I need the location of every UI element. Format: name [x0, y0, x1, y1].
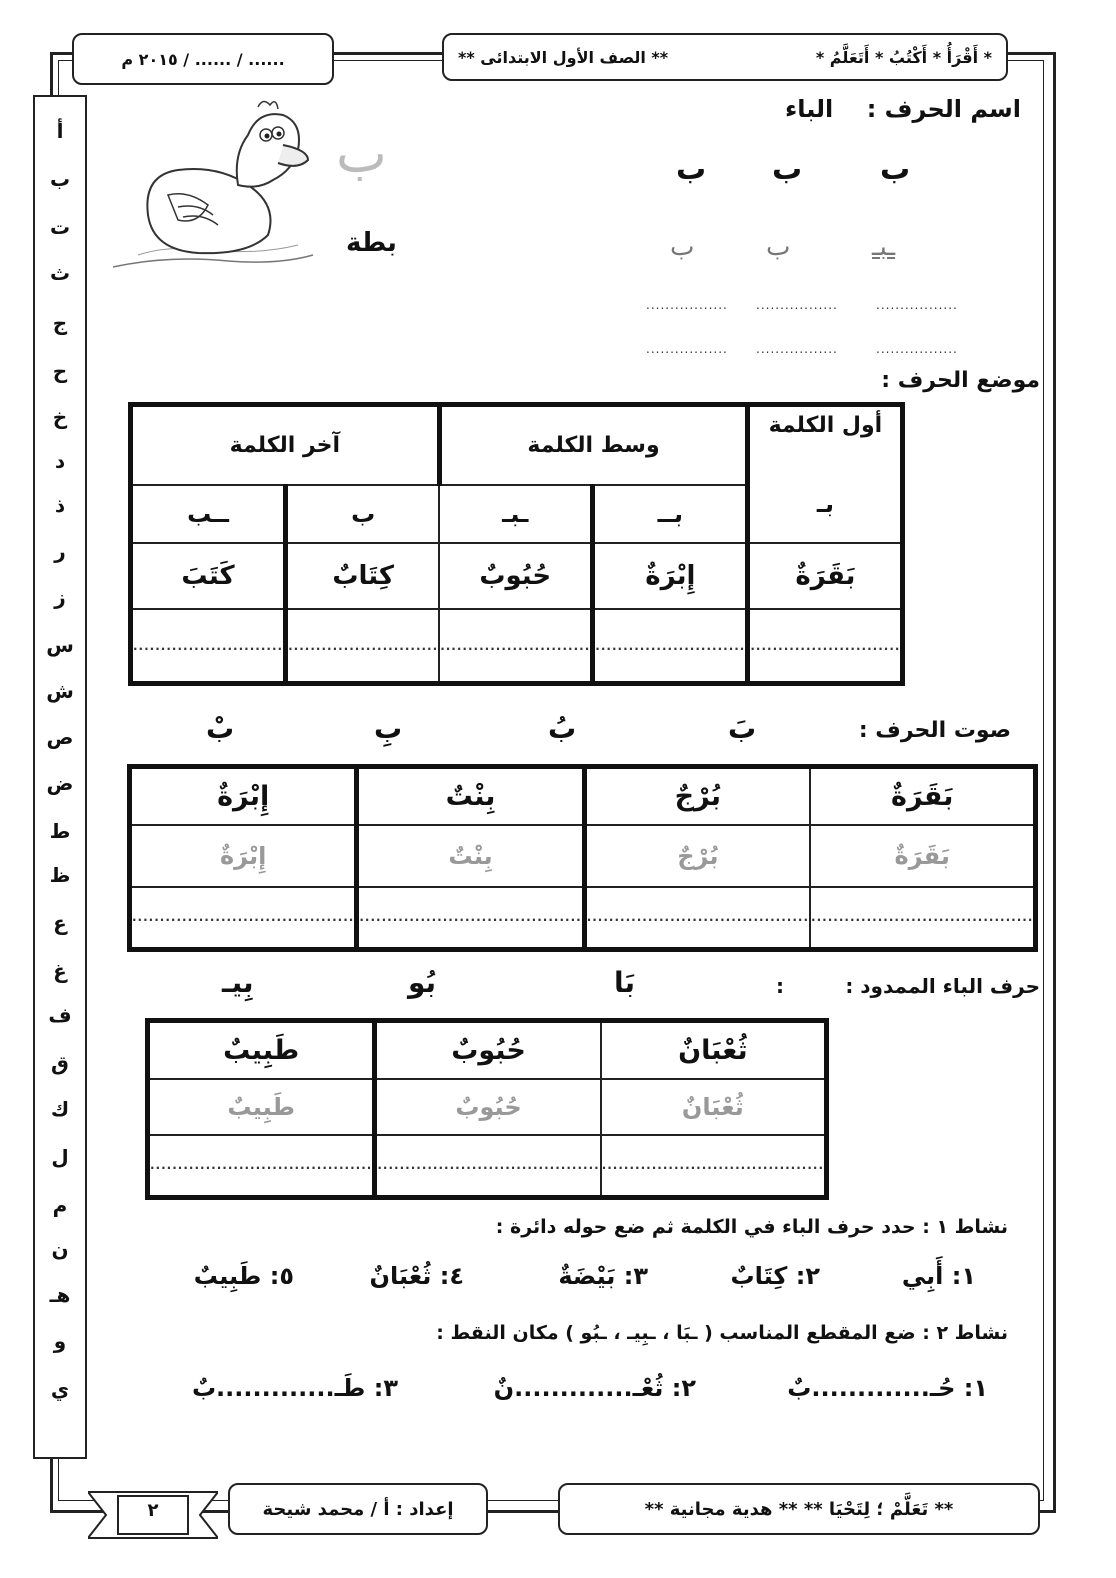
alphabet-letter: ع: [53, 911, 67, 935]
long-trace-1: ثُعْبَانٌ: [601, 1079, 827, 1135]
alphabet-letter: م: [52, 1193, 68, 1217]
page-number: ٢: [147, 1500, 159, 1521]
sound-trace-3: بِنْتٌ: [357, 825, 584, 887]
alphabet-letter: ك: [50, 1097, 70, 1121]
alphabet-letter: ق: [51, 1051, 69, 1075]
alphabet-letter: ش: [46, 679, 74, 703]
writing-line: ...........................: [131, 609, 286, 683]
position-table: [128, 402, 905, 686]
writing-line: .................: [646, 342, 728, 356]
alphabet-letter: ص: [46, 725, 74, 749]
writing-line: .................: [646, 298, 728, 312]
activity1-item: ٢: كِتَابٌ: [730, 1262, 820, 1290]
sound-trace-1: بَقَرَةٌ: [810, 825, 1036, 887]
alphabet-letter: أ: [56, 119, 64, 143]
picture-word: بطة: [346, 228, 397, 258]
writing-line: .................: [756, 298, 838, 312]
sound-word-4: إِبْرَةٌ: [130, 767, 357, 825]
form-middle-joined: ـبـ: [439, 485, 593, 543]
date-box: [72, 33, 334, 85]
alphabet-letter: ذ: [54, 493, 66, 517]
alphabet-letter: ح: [52, 359, 68, 383]
activity2-title: نشاط ٢ : ضع المقطع المناسب ( ـبَا ، ـبِيـ ، ـبُو ) مكان النقط :: [436, 1322, 1008, 1344]
vowel-kasra: بِ: [374, 712, 403, 745]
duck-illustration: [108, 95, 323, 280]
position-title: موضع الحرف :: [881, 368, 1040, 393]
alphabet-letter: ي: [50, 1377, 70, 1401]
alphabet-letter: ظ: [49, 863, 71, 887]
activity1-item: ٥: طَبِيبٌ: [193, 1262, 294, 1290]
alphabet-letter: ن: [51, 1237, 69, 1261]
motto-text: * أَقْرَأُ * أَكْتُبُ * أَتَعَلَّمُ *: [815, 47, 992, 67]
word-middle-1: حُبُوبٌ: [439, 543, 593, 609]
alphabet-letter: ض: [46, 771, 74, 795]
long-word-1: ثُعْبَانٌ: [601, 1021, 827, 1079]
picture-letter: ب: [336, 122, 387, 185]
alphabet-letter: ز: [54, 585, 66, 609]
alphabet-letter: د: [54, 449, 66, 473]
grade-text: ** الصف الأول الابتدائى **: [458, 47, 669, 67]
letter-name-label: اسم الحرف :: [866, 95, 1021, 123]
sound-word-3: بِنْتٌ: [357, 767, 584, 825]
sound-title: صوت الحرف :: [858, 718, 1011, 743]
alphabet-letter: ف: [48, 1003, 72, 1027]
letter-trace: ـبـ: [872, 232, 896, 262]
activity1-item: ٤: ثُعْبَانٌ: [369, 1262, 464, 1290]
long-word-3: طَبِيبٌ: [148, 1021, 375, 1079]
date-text: ...... / ...... / ٢٠١٥ م: [121, 49, 285, 69]
writing-line: ........................................: [375, 1135, 601, 1198]
alphabet-letter: غ: [53, 959, 67, 983]
letter-name-value: الباء: [784, 95, 834, 123]
writing-line: ...........................: [748, 609, 903, 683]
sound-trace-4: إِبْرَةٌ: [130, 825, 357, 887]
alphabet-letter: ر: [54, 539, 66, 563]
vowel-sukun: بْ: [206, 712, 235, 745]
letter-big: ب: [772, 152, 803, 187]
sound-table: [127, 764, 1038, 952]
writing-line: ........................................: [357, 887, 584, 950]
alphabet-letter: ت: [49, 215, 71, 239]
long-form-waw: بُو: [408, 966, 437, 999]
word-end-2: كِتَابٌ: [286, 543, 440, 609]
writing-line: ...........................: [593, 609, 748, 683]
long-table: [145, 1018, 829, 1200]
writing-line: .................: [876, 342, 958, 356]
long-title: حرف الباء الممدود :: [845, 974, 1040, 998]
sound-word-1: بَقَرَةٌ: [810, 767, 1036, 825]
alphabet-letter: ج: [52, 311, 68, 335]
letter-trace: ب: [670, 232, 695, 262]
writing-line: ........................................: [810, 887, 1036, 950]
writing-line: ........................................: [148, 1135, 375, 1198]
slogan-text: ** تَعَلَّمْ ؛ لِتَحْيَا ** ** هدية مجانية **: [644, 1498, 954, 1520]
form-end-joined: ــب: [131, 485, 286, 543]
activity1-item: ١: أَبِي: [901, 1262, 976, 1290]
long-trace-3: طَبِيبٌ: [148, 1079, 375, 1135]
long-form-ya: بِيـ: [222, 966, 254, 999]
header-end: آخر الكلمة: [131, 405, 440, 485]
author-box: [228, 1483, 488, 1535]
long-form-alif: بَا: [614, 966, 636, 999]
letter-trace: ب: [766, 232, 791, 262]
letter-big: ب: [880, 152, 911, 187]
activity1-title: نشاط ١ : حدد حرف الباء في الكلمة ثم ضع حوله دائرة :: [495, 1216, 1008, 1238]
writing-line: .................: [756, 342, 838, 356]
alphabet-letter: و: [53, 1329, 67, 1353]
vowel-damma: بُ: [548, 712, 577, 745]
alphabet-letter: خ: [52, 405, 68, 429]
slogan-box: [558, 1483, 1040, 1535]
writing-line: ........................................: [584, 887, 810, 950]
alphabet-letter: ل: [51, 1145, 69, 1169]
alphabet-letter: ط: [49, 819, 71, 843]
alphabet-column: [33, 95, 87, 1459]
header-start-cell: [748, 405, 903, 543]
alphabet-letter: ث: [49, 261, 71, 285]
author-text: إعداد : أ / محمد شيحة: [262, 1498, 454, 1520]
activity2-item: ٣: طَـ.............بٌ: [191, 1374, 398, 1402]
vowel-fatha: بَ: [728, 712, 757, 745]
letter-big: ب: [676, 152, 707, 187]
long-trace-2: حُبُوبٌ: [375, 1079, 601, 1135]
alphabet-letter: س: [46, 633, 74, 657]
sound-trace-2: بُرْجٌ: [584, 825, 810, 887]
form-middle-start: بــ: [593, 485, 748, 543]
form-start: بـ: [816, 490, 835, 518]
activity2-item: ٢: ثُعْـ.............نٌ: [493, 1374, 696, 1402]
header-start: أول الكلمة: [768, 413, 883, 438]
writing-line: ........................................: [130, 887, 357, 950]
header-middle: وسط الكلمة: [439, 405, 748, 485]
form-end-separate: ب: [286, 485, 440, 543]
word-middle-2: إِبْرَةٌ: [593, 543, 748, 609]
alphabet-letter: ب: [49, 167, 71, 191]
word-end-1: كَتَبَ: [131, 543, 286, 609]
activity1-item: ٣: بَيْضَةٌ: [558, 1262, 648, 1290]
sound-word-2: بُرْجٌ: [584, 767, 810, 825]
title-box: [442, 33, 1008, 81]
writing-line: ...........................: [439, 609, 593, 683]
writing-line: ........................................: [601, 1135, 827, 1198]
activity2-item: ١: حُـ.............بٌ: [787, 1374, 988, 1402]
long-colon: :: [776, 974, 784, 998]
writing-line: ...........................: [286, 609, 440, 683]
letter-name-row: [785, 95, 1021, 123]
alphabet-letter: هـ: [49, 1283, 71, 1307]
writing-line: .................: [876, 298, 958, 312]
long-word-2: حُبُوبٌ: [375, 1021, 601, 1079]
word-start: بَقَرَةٌ: [748, 543, 903, 609]
